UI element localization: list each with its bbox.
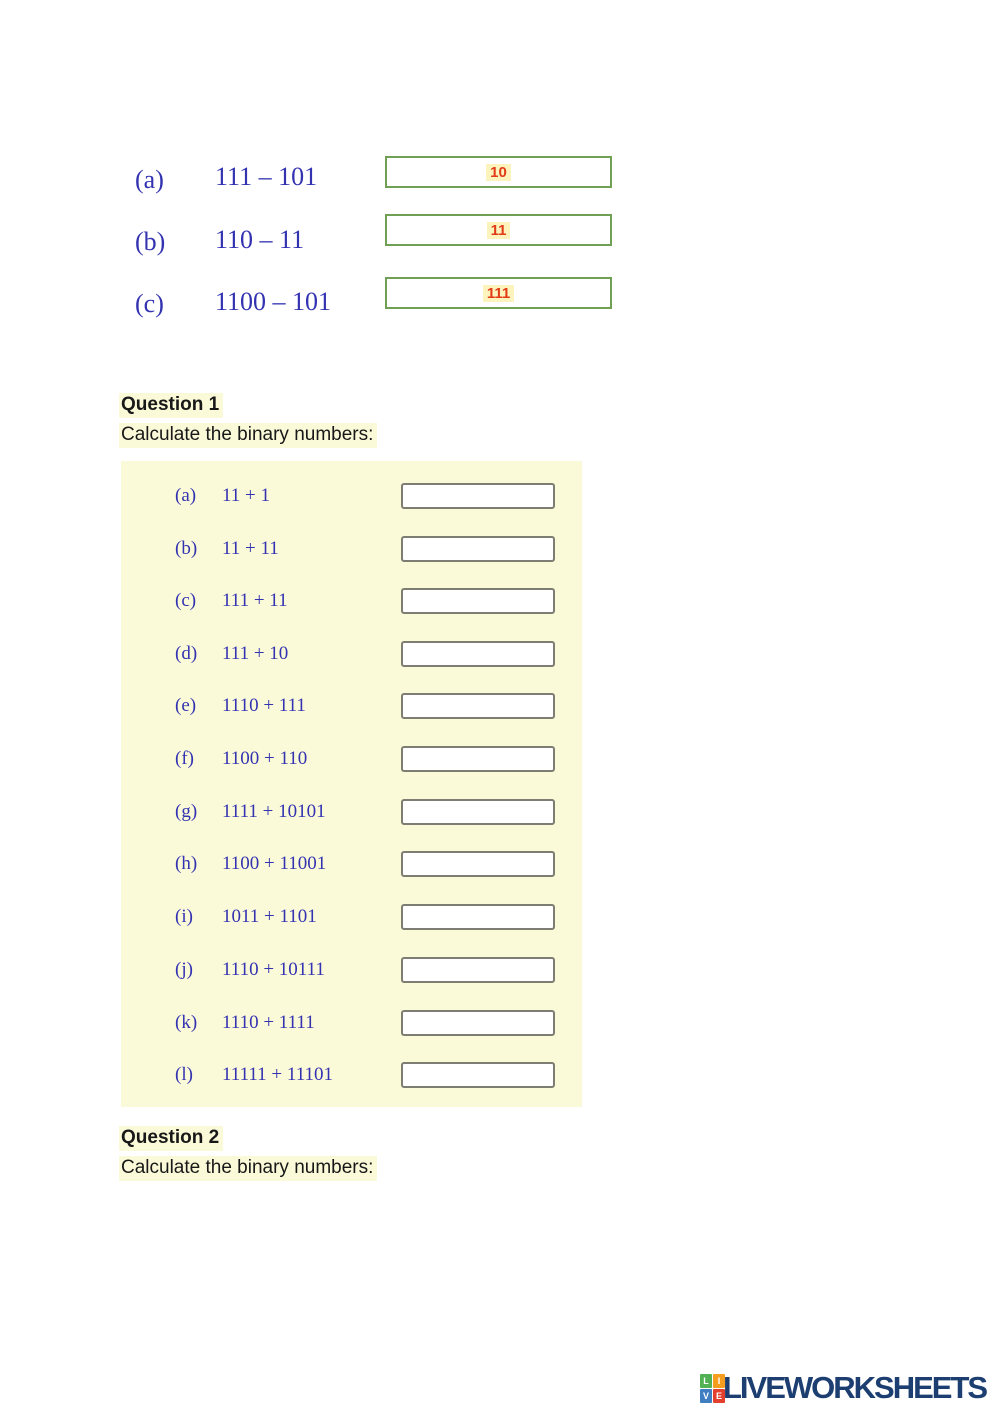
answer-value: 10 — [486, 164, 511, 181]
item-expression: 11 + 1 — [222, 485, 271, 506]
question1-panel — [121, 461, 582, 1107]
question-row — [121, 904, 582, 930]
question-row — [121, 641, 582, 667]
item-expression: 11 + 11 — [222, 538, 279, 559]
question-row — [121, 746, 582, 772]
item-expression: 1100 + 110 — [222, 748, 308, 769]
question2-instruction: Calculate the binary numbers: — [119, 1156, 377, 1181]
question-row — [121, 957, 582, 983]
item-expression: 1111 + 10101 — [222, 801, 326, 822]
item-label: (c) — [135, 289, 164, 318]
answer-input[interactable] — [401, 693, 555, 719]
answer-value: 11 — [487, 222, 511, 239]
item-label: (h) — [175, 853, 198, 874]
item-label: (b) — [135, 227, 166, 256]
item-label: (j) — [175, 959, 193, 980]
answer-input[interactable] — [401, 1062, 555, 1088]
item-expression: 1110 + 10111 — [222, 959, 325, 980]
item-label: (a) — [135, 165, 164, 194]
answer-input[interactable] — [401, 536, 555, 562]
question-row — [121, 483, 582, 509]
item-label: (d) — [175, 643, 198, 664]
item-expression: 11111 + 11101 — [222, 1064, 333, 1085]
answer-input[interactable] — [401, 641, 555, 667]
item-expression: 1100 – 101 — [215, 287, 332, 316]
item-label: (f) — [175, 748, 194, 769]
logo-square-l: L — [700, 1374, 712, 1388]
answer-input[interactable] — [401, 588, 555, 614]
item-label: (g) — [175, 801, 198, 822]
item-label: (b) — [175, 538, 198, 559]
item-expression: 111 + 11 — [222, 590, 288, 611]
item-expression: 111 + 10 — [222, 643, 289, 664]
question2-heading: Question 2 — [119, 1126, 223, 1151]
logo-square-v: V — [700, 1389, 712, 1403]
item-label: (l) — [175, 1064, 193, 1085]
answer-input[interactable] — [401, 851, 555, 877]
item-expression: 1110 + 111 — [222, 695, 306, 716]
question-row — [121, 693, 582, 719]
answer-input[interactable] — [401, 799, 555, 825]
answer-box[interactable] — [385, 214, 612, 246]
logo-square-i: I — [713, 1374, 725, 1388]
item-expression: 1110 + 1111 — [222, 1012, 315, 1033]
item-expression: 1100 + 11001 — [222, 853, 327, 874]
answer-box[interactable] — [385, 156, 612, 188]
question-row — [121, 851, 582, 877]
item-label: (k) — [175, 1012, 198, 1033]
answer-input[interactable] — [401, 483, 555, 509]
liveworksheets-logo-icon — [700, 1374, 725, 1404]
logo-square-e: E — [713, 1389, 725, 1403]
answer-input[interactable] — [401, 904, 555, 930]
question1-heading: Question 1 — [119, 393, 223, 418]
answer-input[interactable] — [401, 1010, 555, 1036]
item-expression: 1011 + 1101 — [222, 906, 317, 927]
item-label: (a) — [175, 485, 197, 506]
brand-name: LIVEWORKSHEETS — [723, 1370, 987, 1405]
item-label: (i) — [175, 906, 193, 927]
question-row — [121, 799, 582, 825]
question2-header — [119, 1126, 377, 1181]
item-label: (e) — [175, 695, 197, 716]
question1-header — [119, 393, 377, 448]
answer-input[interactable] — [401, 746, 555, 772]
item-label: (c) — [175, 590, 197, 611]
question-row — [121, 1062, 582, 1088]
item-expression: 111 – 101 — [215, 162, 318, 191]
question-row — [121, 536, 582, 562]
answer-value: 111 — [483, 285, 514, 302]
question-row — [121, 1010, 582, 1036]
question-row — [121, 588, 582, 614]
item-expression: 110 – 11 — [215, 225, 305, 254]
answer-input[interactable] — [401, 957, 555, 983]
answer-box[interactable] — [385, 277, 612, 309]
question1-instruction: Calculate the binary numbers: — [119, 423, 377, 448]
